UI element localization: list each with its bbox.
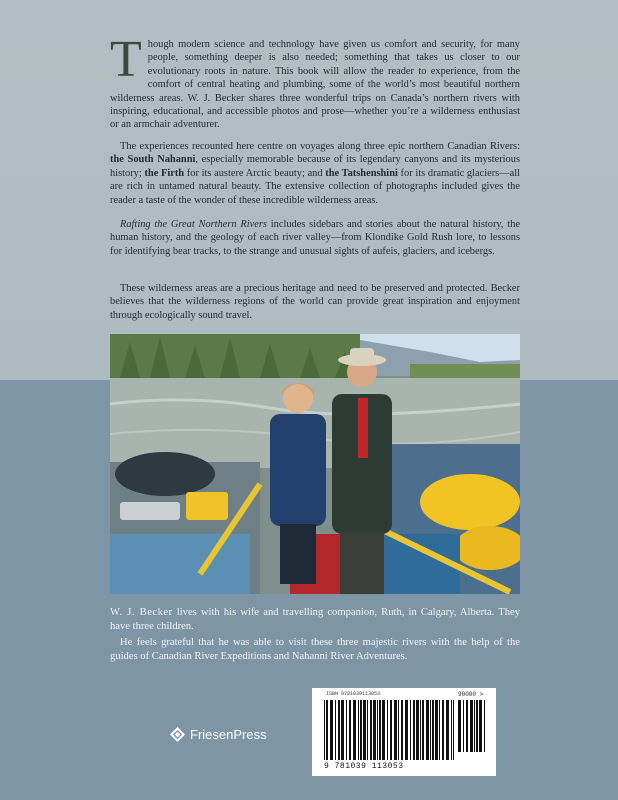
intro-paragraph-3-text: includes sidebars and stories about the natural history, the human history, and the geology of each river valley—from Klondike Gold Rush lore, to lessons for identifying bear tracks, to the strange and unusual sights of aufeis, glaciers, and icebergs.: [110, 219, 521, 257]
publisher-logo: [170, 724, 267, 744]
barcode-bar: [413, 700, 415, 760]
barcode-bar: [432, 700, 434, 760]
barcode-bar: [379, 700, 381, 760]
barcode-bar: [435, 700, 438, 760]
gear-bag-dark: [115, 452, 215, 496]
barcode-bar: [390, 700, 392, 760]
barcode-bar: [446, 700, 449, 760]
barcode-bar: [370, 700, 372, 760]
barcode-bar: [451, 700, 452, 760]
author-bio-1: [110, 606, 520, 633]
author-photo: [110, 334, 520, 594]
barcode-bar: [453, 700, 454, 760]
barcode-bar: [346, 700, 347, 760]
intro-paragraph-3: [110, 218, 520, 258]
isbn-barcode: [312, 688, 496, 776]
intro-paragraph-2-text-c: for its austere Arctic beauty; and: [184, 167, 326, 179]
barcode-bar: [466, 700, 468, 752]
drop-cap: T: [110, 31, 142, 88]
barcode-bar: [349, 700, 351, 760]
barcode-bars: [324, 700, 454, 760]
barcode-bar: [377, 700, 378, 760]
author-bio-1-text: lives with his wife and travelling companion, Ruth, in Calgary, Alberta. They have three children.: [110, 607, 521, 632]
barcode-bar: [479, 700, 482, 752]
intro-paragraph-2-text-a: The experiences recounted here centre on voyages along three epic northern Canadian Rivers:: [120, 141, 520, 152]
barcode-bar: [405, 700, 408, 760]
barcode-bar: [324, 700, 325, 760]
barcode-bar: [476, 700, 478, 752]
barcode-bar: [335, 700, 336, 760]
barcode-bar: [458, 700, 461, 752]
dry-bag-yellow-1: [420, 474, 520, 530]
isbn-number: 9 781039 113053: [324, 762, 404, 771]
intro-paragraph-2-text-d: for its dramatic glaciers—all are rich in untamed natural beauty. The extensive collection of photographs included gives the reader a taste of the wonder of these incredible wilderness areas.: [110, 167, 520, 206]
barcode-bar: [474, 700, 475, 752]
barcode-bar: [353, 700, 356, 760]
barcode-bar: [387, 700, 388, 760]
barcode-bar: [398, 700, 399, 760]
barcode-bar: [484, 700, 485, 752]
barcode-bar: [338, 700, 340, 760]
raft-tube-left: [110, 534, 250, 594]
barcode-bar: [367, 700, 368, 760]
barcode-bar: [330, 700, 333, 760]
intro-paragraph-1: [110, 31, 520, 132]
friesenpress-logo-icon: [170, 727, 185, 742]
barcode-addon-bars: [458, 700, 486, 752]
publisher-name: FriesenPress: [190, 726, 267, 742]
author-photo-illustration: [110, 334, 520, 594]
yellow-case: [186, 492, 228, 520]
barcode-bar: [430, 700, 431, 760]
barcode-bar: [439, 700, 440, 760]
intro-paragraph-2-text-b: , especially memorable because of its legendary canyons and its mysterious history;: [110, 154, 520, 179]
book-title-italic: Rafting the Great Northern Rivers: [120, 219, 267, 230]
price-code: 90000 >: [458, 691, 484, 698]
barcode-bar: [426, 700, 429, 760]
barcode-bar: [422, 700, 424, 760]
intro-paragraph-2: [110, 140, 520, 207]
barcode-bar: [358, 700, 359, 760]
barcode-bar: [363, 700, 366, 760]
river-name-firth: the Firth: [144, 167, 185, 179]
barcode-bar: [341, 700, 344, 760]
barcode-bar: [470, 700, 473, 752]
barcode-bar: [416, 700, 419, 760]
intro-paragraph-1-text: hough modern science and technology have given us comfort and security, for many people, something deeper is also needed; something that takes us closer to our evolutionary roots in nature. This book will allow the reader to experience, from the comfort of central heating and plumbing, some of the world’s most beautiful northern wilderness areas. W. J. Becker shares three wonderful trips on Canada’s northern rivers with inspiring, educational, and accessible photos and prose—whether you’re a wilderness enthusiast or an armchair adventurer.: [110, 39, 520, 131]
barcode-bar: [442, 700, 444, 760]
barcode-bar: [410, 700, 411, 760]
barcode-bar: [401, 700, 403, 760]
barcode-bar: [420, 700, 421, 760]
author-name: W. J. Becker: [110, 607, 173, 618]
isbn-label-top: ISBN 9781039113053: [326, 691, 381, 697]
intro-paragraph-4: These wilderness areas are a precious heritage and need to be preserved and protected. Becker believes that the wilderness regions of the world can provide great inspiration and enjoyment through ecologically sound travel.: [110, 283, 520, 321]
author-bio-2: He feels grateful that he was able to visit these three majestic rivers with the help of the guides of Canadian River Expeditions and Nahanni River Adventures.: [110, 637, 520, 662]
barcode-bar: [382, 700, 385, 760]
barcode-bar: [463, 700, 464, 752]
river-name-south-nahanni: the South Nahanni: [110, 154, 196, 166]
barcode-bar: [373, 700, 376, 760]
barcode-bar: [394, 700, 397, 760]
river-name-tatshenshini: the Tatshenshini: [325, 167, 398, 179]
cooler: [120, 502, 180, 520]
barcode-bar: [326, 700, 328, 760]
barcode-bar: [360, 700, 362, 760]
